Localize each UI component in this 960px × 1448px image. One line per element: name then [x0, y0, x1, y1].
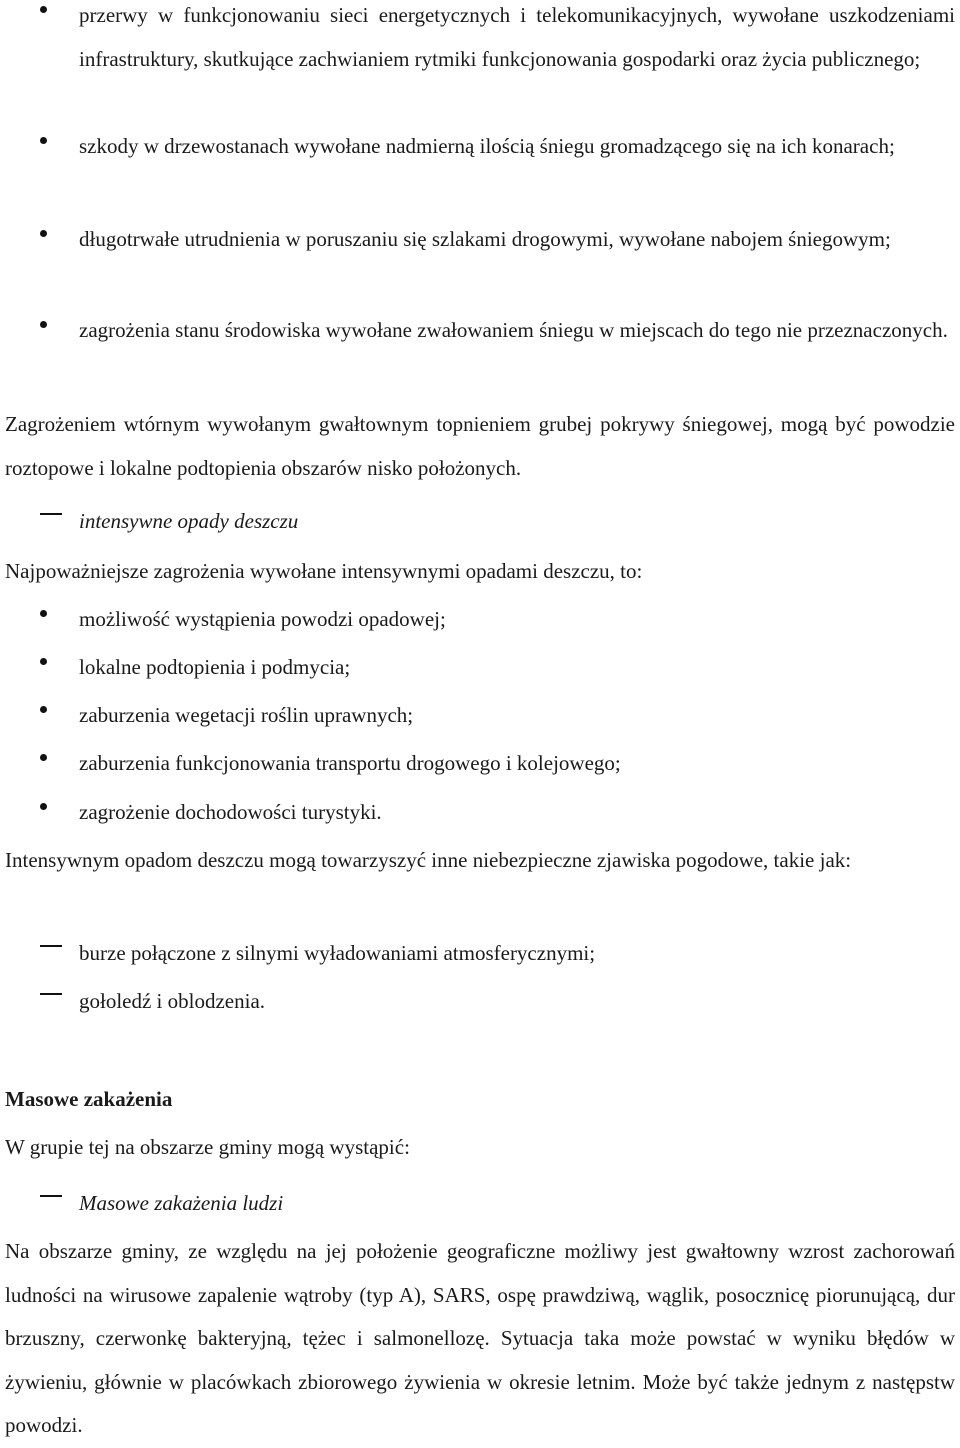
paragraph-section-intro: W grupie tej na obszarze gminy mogą wystąpić:	[5, 1135, 410, 1159]
bullet-icon	[40, 706, 47, 713]
list-item-text: możliwość wystąpienia powodzi opadowej;	[79, 607, 446, 631]
bullet-icon	[40, 6, 47, 13]
bullet-icon	[40, 137, 47, 144]
subheading-people-text: Masowe zakażenia ludzi	[79, 1191, 284, 1215]
paragraph-rain-related: Intensywnym opadom deszczu mogą towarzyszyć inne niebezpieczne zjawiska pogodowe, takie jak:	[5, 848, 852, 872]
bullet-icon	[40, 321, 47, 328]
list-item-text: zaburzenia wegetacji roślin uprawnych;	[79, 703, 414, 727]
dash-icon	[40, 1195, 62, 1197]
list-item-text: burze połączone z silnymi wyładowaniami atmosferycznymi;	[79, 941, 596, 965]
bullet-icon	[40, 230, 47, 237]
list-item-text: długotrwałe utrudnienia w poruszaniu się szlakami drogowymi, wywołane nabojem śniegowym;	[79, 227, 891, 251]
subheading-rain-text: intensywne opady deszczu	[79, 509, 299, 533]
dash-icon	[40, 993, 62, 995]
paragraph-rain-intro: Najpoważniejsze zagrożenia wywołane intensywnymi opadami deszczu, to:	[5, 559, 643, 583]
list-item-text: gołoledź i oblodzenia.	[79, 989, 266, 1013]
bullet-icon	[40, 754, 47, 761]
dash-icon	[40, 513, 62, 515]
bullet-icon	[40, 610, 47, 617]
dash-icon	[40, 945, 62, 947]
list-item-text: zaburzenia funkcjonowania transportu drogowego i kolejowego;	[79, 751, 621, 775]
bullet-icon	[40, 658, 47, 665]
list-item-text: zagrożenie dochodowości turystyki.	[79, 800, 382, 824]
list-item-text: zagrożenia stanu środowiska wywołane zwałowaniem śniegu w miejscach do tego nie przeznaczonych.	[79, 318, 948, 342]
bullet-icon	[40, 803, 47, 810]
paragraph-snowmelt: Zagrożeniem wtórnym wywołanym gwałtownym topnieniem grubej pokrywy śniegowej, mogą być powodzie roztopowe i lokalne podtopienia obszarów nisko położonych.	[5, 412, 955, 480]
list-item-text: przerwy w funkcjonowaniu sieci energetycznych i telekomunikacyjnych, wywołane uszkodzeniami infrastruktury, skutkujące zachwianiem rytmiki funkcjonowania gospodarki oraz życia publicznego;	[79, 3, 955, 71]
list-item-text: lokalne podtopienia i podmycia;	[79, 655, 351, 679]
list-item-text: szkody w drzewostanach wywołane nadmierną ilością śniegu gromadzącego się na ich konarach;	[79, 134, 895, 158]
paragraph-infections: Na obszarze gminy, ze względu na jej położenie geograficzne możliwy jest gwałtowny wzrost zachorowań ludności na wirusowe zapalenie wątroby (typ A), SARS, ospę prawdziwą, wąglik, posocznicę piorunującą, dur brzuszny, czerwonkę bakteryjną, tężec i salmonellozę. Sytuacja taka może powstać w wyniku błędów w żywieniu, głównie w placówkach zbiorowego żywienia w okresie letnim. Może być także jednym z następstw powodzi.	[5, 1239, 955, 1438]
section-title: Masowe zakażenia	[5, 1087, 173, 1111]
